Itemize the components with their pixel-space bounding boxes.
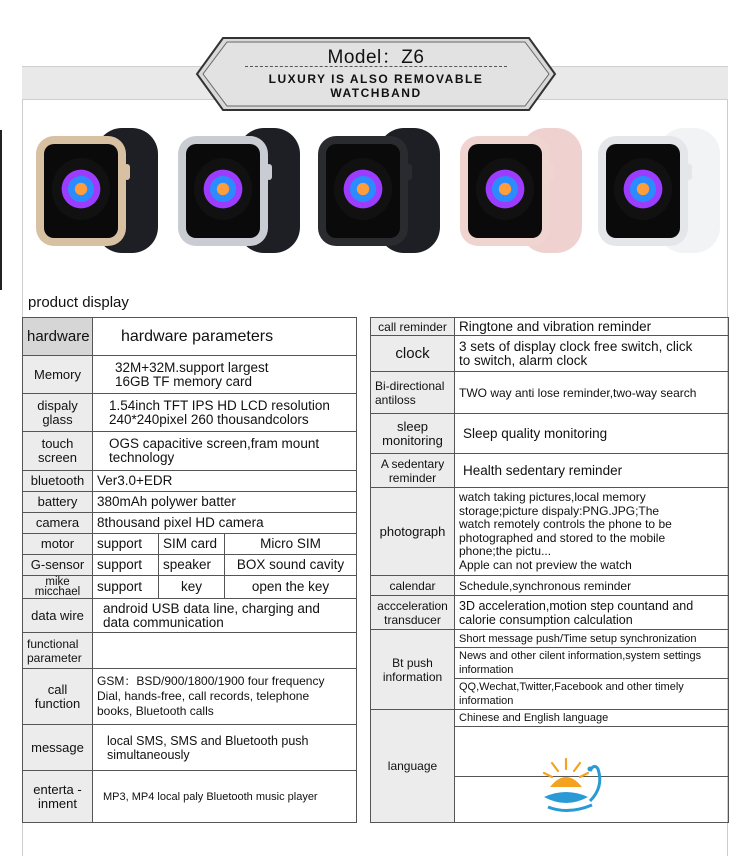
memory-line-2: 16GB TF memory card xyxy=(115,373,253,389)
data-wire-line-2: data communication xyxy=(103,614,224,630)
sim-card-value: Micro SIM xyxy=(225,534,357,555)
watch-crown xyxy=(124,164,130,180)
photograph-line-2: storage;picture dispaly:PNG.JPG;The xyxy=(459,503,660,518)
display-line-2: 240*240pixel 260 thousandcolors xyxy=(109,411,309,427)
watch-screen xyxy=(326,144,400,238)
display-label-2: glass xyxy=(42,411,73,427)
battery-value: 380mAh polywer batter xyxy=(93,492,357,513)
entertainment-value: MP3, MP4 local paly Bluetooth music player xyxy=(93,771,357,823)
memory-value xyxy=(93,356,357,394)
touch-line-2: technology xyxy=(109,450,175,465)
speaker-label: speaker xyxy=(159,555,225,576)
message-line-2: simultaneously xyxy=(107,747,190,762)
antiloss-label xyxy=(371,372,455,414)
mike-label-1: mike xyxy=(45,576,70,588)
mike-label xyxy=(23,576,93,599)
watch-screen xyxy=(186,144,260,238)
acceleration-label-1: accceleration xyxy=(377,598,448,613)
display-label-1: dispaly xyxy=(37,397,78,413)
call-line-1: GSM：BSD/900/1800/1900 four frequency xyxy=(97,674,325,688)
photograph-line-5: phone;the pictu... xyxy=(459,544,552,558)
antiloss-label-2: antiloss xyxy=(375,392,416,407)
language-label: language xyxy=(371,710,455,823)
watch-face-icon xyxy=(476,158,534,220)
bt-push-label-2: information xyxy=(382,669,443,684)
hardware-tab: hardware xyxy=(23,318,93,356)
touch-label xyxy=(23,432,93,471)
sleep-value: Sleep quality monitoring xyxy=(455,414,729,454)
call-value xyxy=(93,669,357,725)
gold-watch xyxy=(30,112,162,282)
slogan-line-2: WATCHBAND xyxy=(330,86,422,100)
language-value: Chinese and English language xyxy=(455,710,729,727)
watch-face-icon xyxy=(194,158,252,220)
black-watch xyxy=(312,112,444,282)
sedentary-label xyxy=(371,454,455,488)
clock-line-2: to switch, alarm clock xyxy=(459,352,588,368)
call-line-3: books, Bluetooth calls xyxy=(97,704,214,718)
touch-value xyxy=(93,432,357,471)
bt-push-label-1: Bt push xyxy=(392,655,433,670)
entertainment-label xyxy=(23,771,93,823)
gsensor-value: support xyxy=(93,555,159,576)
message-value xyxy=(93,725,357,771)
key-value: open the key xyxy=(225,576,357,599)
speaker-value: BOX sound cavity xyxy=(225,555,357,576)
memory-line-1: 32M+32M.support largest xyxy=(115,359,269,375)
sleep-label-2: monitoring xyxy=(382,432,443,448)
entertainment-label-1: enterta - xyxy=(33,781,82,797)
bt-push-row-1: Short message push/Time setup synchronization xyxy=(455,630,729,648)
mike-label-2: micchael xyxy=(34,586,81,598)
left-edge-bar xyxy=(0,130,2,290)
call-reminder-value: Ringtone and vibration reminder xyxy=(455,318,729,336)
watch-crown xyxy=(686,164,692,180)
calendar-value: Schedule,synchronous reminder xyxy=(455,576,729,596)
data-wire-value xyxy=(93,599,357,633)
watch-face-icon xyxy=(334,158,392,220)
bt-push-row-2 xyxy=(455,648,729,679)
watch-crown xyxy=(548,164,554,180)
bt-push-row-3 xyxy=(455,679,729,710)
photograph-label: photograph xyxy=(371,488,455,576)
camera-value: 8thousand pixel HD camera xyxy=(93,513,357,534)
entertainment-label-2: inment xyxy=(37,795,78,811)
call-label-1: call xyxy=(47,681,68,697)
photograph-line-3: watch remotely controls the phone to be xyxy=(459,517,672,531)
acceleration-label-2: transducer xyxy=(384,612,441,627)
key-label: key xyxy=(159,576,225,599)
display-value xyxy=(93,394,357,432)
product-display-label: product display xyxy=(28,294,129,311)
camera-label: camera xyxy=(23,513,93,534)
silver-watch xyxy=(172,112,304,282)
sedentary-label-1: A sedentary xyxy=(380,456,445,471)
slogan xyxy=(195,72,557,100)
watch-crown xyxy=(266,164,272,180)
pink-watch xyxy=(454,112,586,282)
watch-crown xyxy=(406,164,412,180)
acceleration-line-2: calorie consumption calculation xyxy=(459,612,633,627)
bt-push-row-3-line-1: QQ,Wechat,Twitter,Facebook and other timely xyxy=(459,681,684,693)
mike-value: support xyxy=(93,576,159,599)
motor-value: support xyxy=(93,534,159,555)
bluetooth-value: Ver3.0+EDR xyxy=(93,471,357,492)
call-label-2: function xyxy=(34,695,81,711)
gsensor-label: G-sensor xyxy=(23,555,93,576)
motor-label: motor xyxy=(23,534,93,555)
watch-screen xyxy=(44,144,118,238)
sim-card-label: SIM card xyxy=(159,534,225,555)
data-wire-label: data wire xyxy=(23,599,93,633)
features-table xyxy=(370,317,729,823)
call-line-2: Dial, hands-free, call records, telephone xyxy=(97,689,310,703)
bluetooth-label: bluetooth xyxy=(23,471,93,492)
sleep-label-1: sleep xyxy=(396,418,429,434)
functional-label-1: functional xyxy=(27,636,79,651)
photograph-line-4: photographed and stored to the mobile xyxy=(459,530,666,545)
message-line-1: local SMS, SMS and Bluetooth push xyxy=(107,733,309,748)
touch-label-2: screen xyxy=(37,450,78,465)
functional-label-2: parameter xyxy=(27,650,82,665)
touch-line-1: OGS capacitive screen,fram mount xyxy=(109,436,320,451)
display-line-1: 1.54inch TFT IPS HD LCD resolution xyxy=(109,397,330,413)
watch-face-icon xyxy=(614,158,672,220)
functional-empty xyxy=(93,633,357,669)
clock-value xyxy=(455,336,729,372)
call-reminder-label: call reminder xyxy=(371,318,455,336)
acceleration-value xyxy=(455,596,729,630)
hardware-table xyxy=(22,317,357,823)
hardware-parameters-heading: hardware parameters xyxy=(93,318,357,356)
display-label xyxy=(23,394,93,432)
bt-push-label xyxy=(371,630,455,710)
acceleration-label xyxy=(371,596,455,630)
watch-screen xyxy=(468,144,542,238)
model-title: Model：Z6 xyxy=(327,47,425,68)
sedentary-label-2: reminder xyxy=(388,470,437,485)
bt-push-row-3-line-2: information xyxy=(459,695,514,707)
photograph-line-1: watch taking pictures,local memory xyxy=(459,490,646,504)
data-wire-line-1: android USB data line, charging and xyxy=(103,600,320,616)
functional-label xyxy=(23,633,93,669)
calendar-label: calendar xyxy=(371,576,455,596)
title-divider xyxy=(245,66,507,67)
white-watch xyxy=(592,112,724,282)
antiloss-label-1: Bi-directional xyxy=(375,378,445,393)
watch-face-icon xyxy=(52,158,110,220)
antiloss-value: TWO way anti lose reminder,two-way search xyxy=(455,372,729,414)
snail-logo-icon xyxy=(538,757,608,819)
call-label xyxy=(23,669,93,725)
bt-push-row-2-line-1: News and other cilent information,system settings xyxy=(459,650,702,662)
message-label: message xyxy=(23,725,93,771)
memory-label: Memory xyxy=(23,356,93,394)
clock-line-1: 3 sets of display clock free switch, click xyxy=(459,338,693,354)
clock-label: clock xyxy=(371,336,455,372)
photograph-value xyxy=(455,488,729,576)
battery-label: battery xyxy=(23,492,93,513)
acceleration-line-1: 3D acceleration,motion step countand and xyxy=(459,598,694,613)
watch-screen xyxy=(606,144,680,238)
sedentary-value: Health sedentary reminder xyxy=(455,454,729,488)
photograph-line-6: Apple can not preview the watch xyxy=(459,557,632,572)
bt-push-row-2-line-2: information xyxy=(459,664,514,676)
slogan-line-1: LUXURY IS ALSO REMOVABLE xyxy=(268,72,484,86)
touch-label-1: touch xyxy=(41,436,74,451)
sleep-label xyxy=(371,414,455,454)
